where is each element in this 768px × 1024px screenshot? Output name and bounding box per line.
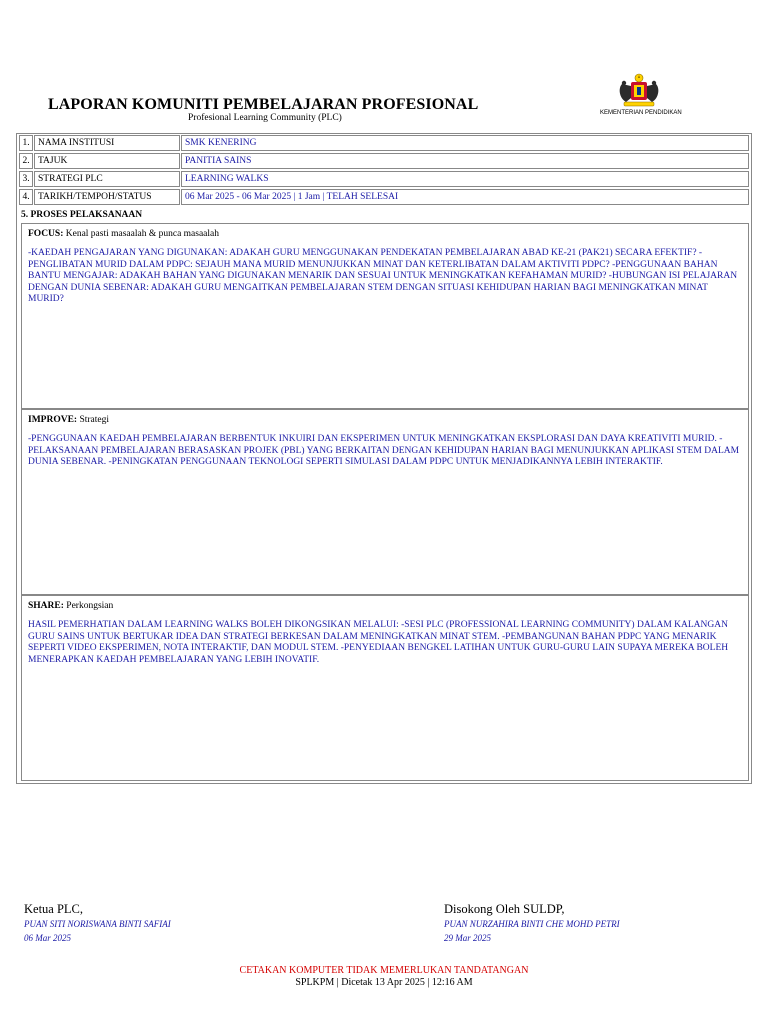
info-row-institution: [19, 135, 749, 151]
row-number: 4.: [19, 189, 33, 205]
focus-label: FOCUS:: [28, 229, 64, 239]
share-box: [21, 595, 749, 781]
info-row-date-status: [19, 189, 749, 205]
print-info: SPLKPM | Dicetak 13 Apr 2025 | 12:16 AM: [295, 977, 473, 988]
right-signatory-date: 29 Mar 2025: [444, 933, 491, 943]
row-number: 1.: [19, 135, 33, 151]
improve-box: [21, 409, 749, 595]
share-heading: [28, 600, 742, 612]
left-signatory-role: Ketua PLC,: [24, 902, 84, 916]
share-label: SHARE:: [28, 601, 64, 611]
row-number: 2.: [19, 153, 33, 169]
section-title: 5. PROSES PELAKSANAAN: [21, 210, 143, 220]
field-value: SMK KENERING: [181, 135, 749, 151]
field-label: STRATEGI PLC: [34, 171, 180, 187]
field-label: NAMA INSTITUSI: [34, 135, 180, 151]
left-signatory-name: PUAN SITI NORISWANA BINTI SAFIAI: [24, 919, 171, 929]
right-signatory-name: PUAN NURZAHIRA BINTI CHE MOHD PETRI: [444, 919, 620, 929]
info-row-strategy: [19, 171, 749, 187]
improve-label: IMPROVE:: [28, 415, 78, 425]
report-form: [16, 133, 752, 784]
info-row-title: [19, 153, 749, 169]
field-value: LEARNING WALKS: [181, 171, 749, 187]
share-body: HASIL PEMERHATIAN DALAM LEARNING WALKS BOLEH DIKONGSIKAN MELALUI: -SESI PLC (PROFESSIONAL LEARNING COMMUNITY) DALAM KALANGAN GURU SAINS UNTUK BERTUKAR IDEA DAN STRATEGI BERKESAN DALAM MENINGKATKAN MINAT STEM. -PEMBANGUNAN BAHAN PDPC YANG MENARIK SEPERTI VIDEO EKSPERIMEN, NOTA INTERAKTIF, DAN MODUL STEM. -PENYEDIAAN BENGKEL LATIHAN UNTUK GURU-GURU LAIN SUPAYA MEREKA BOLEH MENERAPKAN KAEDAH PEMBELAJARAN YANG LEBIH INOVATIF.: [28, 620, 729, 665]
focus-heading: [28, 228, 742, 240]
left-signatory-date: 06 Mar 2025: [24, 933, 71, 943]
field-label: TARIKH/TEMPOH/STATUS: [34, 189, 180, 205]
no-signature-notice: CETAKAN KOMPUTER TIDAK MEMERLUKAN TANDATANGAN: [239, 965, 529, 976]
improve-heading: [28, 414, 742, 426]
report-subtitle: Profesional Learning Community (PLC): [188, 113, 342, 123]
focus-body: -KAEDAH PENGAJARAN YANG DIGUNAKAN: ADAKAH GURU MENGGUNAKAN PENDEKATAN PEMBELAJARAN ABAD KE-21 (PAK21) SECARA EFEKTIF? -PENGLIBATAN MURID DALAM PDPC: SEJAUH MANA MURID MENUNJUKKAN MINAT DAN KETERLIBATAN DALAM AKTIVITI PDPC? -PENGGUNAAN BAHAN BANTU MENGAJAR: ADAKAH BAHAN YANG DIGUNAKAN MENARIK DAN SESUAI UNTUK MENINGKATKAN KEFAHAMAN MURID? -HUBUNGAN ISI PELAJARAN DENGAN DUNIA SEBENAR: ADAKAH GURU MENGAITKAN PEMBELAJARAN STEM DENGAN SITUASI KEHIDUPAN HARIAN BAGI MENINGKATKAN MINAT MURID?: [28, 248, 738, 304]
report-header: [0, 0, 768, 130]
report-title: LAPORAN KOMUNITI PEMBELAJARAN PROFESIONAL: [48, 96, 479, 113]
improve-body: -PENGGUNAAN KAEDAH PEMBELAJARAN BERBENTUK INKUIRI DAN EKSPERIMEN UNTUK MENINGKATKAN EKSPLORASI DAN DAYA KREATIVITI MURID. -PELAKSANAAN PEMBELAJARAN BERASASKAN PROJEK (PBL) YANG BERKAITAN DENGAN KEHIDUPAN HARIAN BAGI MENUNJUKKAN APLIKASI STEM DALAM DUNIA SEBENAR. -PENINGKATAN PENGGUNAAN TEKNOLOGI SEPERTI SIMULASI DALAM PDPC UNTUK MENJADIKANNYA LEBIH INTERAKTIF.: [28, 434, 740, 467]
ministry-label: KEMENTERIAN PENDIDIKAN: [600, 110, 682, 116]
share-description: Perkongsian: [63, 601, 114, 611]
focus-description: Kenal pasti masaalah & punca masaalah: [63, 229, 220, 239]
field-value: PANITIA SAINS: [181, 153, 749, 169]
focus-box: [21, 223, 749, 409]
field-value: 06 Mar 2025 - 06 Mar 2025 | 1 Jam | TELAH SELESAI: [181, 189, 749, 205]
row-number: 3.: [19, 171, 33, 187]
right-signatory-role: Disokong Oleh SULDP,: [444, 902, 565, 916]
coat-of-arms-icon: [614, 72, 664, 110]
field-label: TAJUK: [34, 153, 180, 169]
improve-description: Strategi: [77, 415, 110, 425]
